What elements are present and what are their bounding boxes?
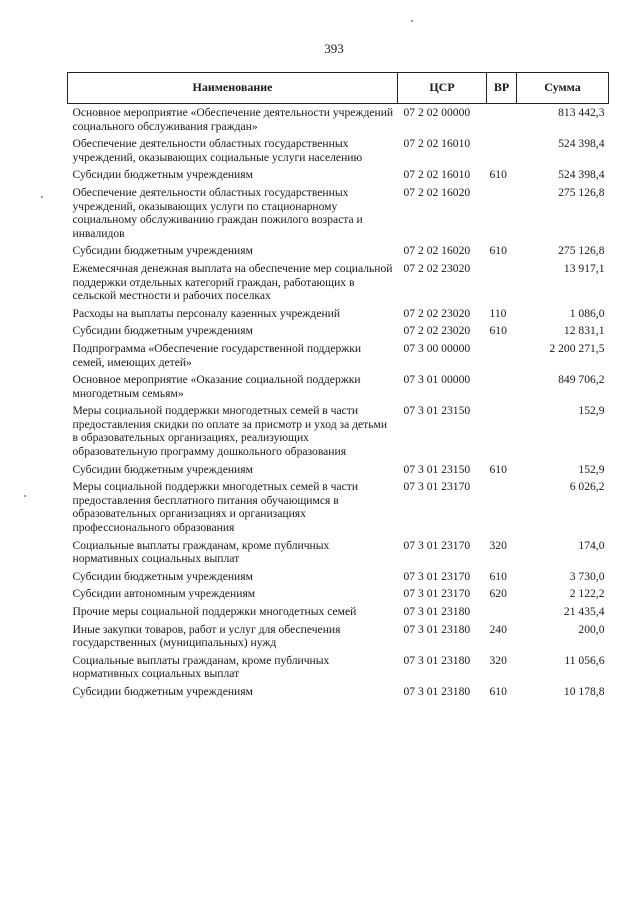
- table-row: [68, 685, 609, 703]
- row-sum: 13 917,1: [563, 261, 605, 275]
- table-row: [68, 587, 609, 605]
- page-number: 393: [324, 41, 344, 56]
- row-vr: 610: [489, 569, 507, 583]
- row-csr: 07 2 02 16010: [403, 168, 471, 182]
- row-vr: [487, 480, 517, 538]
- row-sum: 275 126,8: [558, 244, 605, 258]
- row-csr: 07 3 01 23170: [403, 587, 471, 601]
- row-vr: 620: [489, 587, 507, 601]
- row-sum: 11 056,6: [564, 653, 605, 667]
- row-vr: [487, 262, 517, 307]
- header-vr: ВР: [487, 73, 517, 104]
- table-row: [68, 324, 609, 342]
- row-sum: 2 200 271,5: [549, 341, 605, 355]
- row-sum: 1 086,0: [569, 306, 605, 320]
- table-row: [68, 463, 609, 481]
- table-row: [68, 404, 609, 462]
- row-csr: 07 3 01 23150: [403, 404, 471, 418]
- row-name: Меры социальной поддержки многодетных семей в части предоставления бесплатного питания обучающимся в образовательных организациях и организациях профессионального образования: [72, 480, 359, 535]
- table-row: [68, 307, 609, 325]
- table-row: [68, 342, 609, 373]
- row-name: Иные закупки товаров, работ и услуг для обеспечения государственных (муниципальных) нужд: [72, 622, 341, 650]
- row-vr: [487, 104, 517, 138]
- row-csr: 07 3 01 00000: [403, 373, 471, 387]
- row-csr: 07 2 02 16020: [403, 185, 471, 199]
- row-vr: [487, 137, 517, 168]
- row-name: Субсидии бюджетным учреждениям: [72, 569, 253, 583]
- row-name: Субсидии бюджетным учреждениям: [72, 684, 253, 698]
- row-csr: 07 2 02 16020: [403, 244, 471, 258]
- header-sum: Сумма: [517, 73, 609, 104]
- row-sum: 524 398,4: [558, 168, 605, 182]
- row-vr: 610: [489, 244, 507, 258]
- row-name: Субсидии бюджетным учреждениям: [72, 324, 253, 338]
- row-vr: 320: [489, 653, 507, 667]
- row-name: Прочие меры социальной поддержки многодетных семей: [72, 605, 357, 618]
- budget-table: [67, 72, 609, 703]
- row-vr: 610: [489, 462, 507, 476]
- row-sum: 3 730,0: [569, 569, 605, 583]
- row-vr: 110: [489, 306, 507, 320]
- row-csr: 07 2 02 23020: [403, 261, 471, 275]
- row-name: Подпрограмма «Обеспечение государственной поддержки семей, имеющих детей»: [72, 341, 362, 369]
- row-name: Субсидии бюджетным учреждениям: [72, 168, 253, 182]
- table-row: [68, 605, 609, 623]
- row-csr: 07 3 01 23170: [403, 569, 471, 583]
- row-name: Субсидии бюджетным учреждениям: [72, 244, 253, 258]
- row-sum: 200,0: [578, 622, 605, 636]
- row-name: Основное мероприятие «Обеспечение деятельности учреждений социального обслуживания граждан»: [72, 106, 394, 133]
- row-vr: 610: [489, 684, 507, 698]
- scan-speck: [24, 495, 26, 497]
- table-row: [68, 654, 609, 685]
- row-sum: 12 831,1: [563, 324, 605, 338]
- row-csr: 07 3 01 23180: [403, 653, 471, 667]
- table-row: [68, 373, 609, 404]
- row-sum: 152,9: [578, 404, 605, 418]
- row-name: Ежемесячная денежная выплата на обеспечение мер социальной поддержки отдельных категорий граждан, работающих в сельской местности и рабочих поселках: [72, 261, 393, 303]
- row-name: Социальные выплаты гражданам, кроме публичных нормативных социальных выплат: [72, 653, 330, 681]
- header-csr: ЦСР: [398, 73, 487, 104]
- row-vr: [487, 342, 517, 373]
- table-row: [68, 104, 609, 138]
- row-vr: 240: [489, 622, 507, 636]
- table-row: [68, 244, 609, 262]
- row-sum: 6 026,2: [569, 480, 605, 494]
- row-name: Обеспечение деятельности областных государственных учреждений, оказывающих услуги по стационарному социальному обслуживанию граждан пожилого возраста и инвалидов: [72, 185, 363, 240]
- row-name: Меры социальной поддержки многодетных семей в части предоставления скидки по оплате за присмотр и уход за детьми в образовательных организациях, реализующих образовательную программу дошкольного образования: [72, 404, 388, 459]
- row-name: Обеспечение деятельности областных государственных учреждений, оказывающих социальные услуги населению: [72, 137, 363, 164]
- row-csr: 07 3 01 23180: [403, 622, 471, 636]
- scan-speck: [41, 196, 43, 198]
- table-row: [68, 623, 609, 654]
- table-row: [68, 186, 609, 244]
- row-csr: 07 3 01 23150: [403, 462, 471, 476]
- row-csr: 07 3 01 23180: [403, 684, 471, 698]
- row-sum: 524 398,4: [558, 137, 605, 151]
- row-vr: [487, 605, 517, 623]
- row-name: Расходы на выплаты персоналу казенных учреждений: [72, 306, 341, 320]
- row-vr: 320: [489, 538, 507, 552]
- table-row: [68, 262, 609, 307]
- row-vr: 610: [489, 168, 507, 182]
- row-csr: 07 3 01 23180: [403, 605, 471, 618]
- table-header-row: [68, 73, 609, 104]
- row-csr: 07 2 02 00000: [403, 106, 471, 119]
- row-sum: 21 435,4: [563, 605, 605, 618]
- row-sum: 2 122,2: [569, 587, 605, 601]
- row-sum: 813 442,3: [558, 106, 605, 119]
- row-csr: 07 3 01 23170: [403, 538, 471, 552]
- row-name: Субсидии бюджетным учреждениям: [72, 462, 253, 476]
- row-sum: 275 126,8: [558, 185, 605, 199]
- table-row: [68, 137, 609, 168]
- row-name: Субсидии автономным учреждениям: [72, 587, 256, 601]
- row-vr: [487, 373, 517, 404]
- scan-speck: [411, 20, 413, 22]
- row-name: Основное мероприятие «Оказание социальной поддержки многодетным семьям»: [72, 373, 361, 400]
- table-row: [68, 168, 609, 186]
- table-row: [68, 480, 609, 538]
- row-name: Социальные выплаты гражданам, кроме публичных нормативных социальных выплат: [72, 538, 330, 566]
- row-sum: 152,9: [578, 462, 605, 476]
- row-vr: [487, 404, 517, 462]
- row-sum: 174,0: [578, 538, 605, 552]
- row-sum: 849 706,2: [558, 373, 605, 387]
- row-csr: 07 2 02 16010: [403, 137, 471, 151]
- table-row: [68, 539, 609, 570]
- row-sum: 10 178,8: [563, 684, 605, 698]
- row-csr: 07 2 02 23020: [403, 324, 471, 338]
- table-row: [68, 570, 609, 588]
- row-csr: 07 2 02 23020: [403, 306, 471, 320]
- row-csr: 07 3 00 00000: [403, 341, 471, 355]
- header-name: Наименование: [68, 73, 398, 104]
- row-csr: 07 3 01 23170: [403, 480, 471, 494]
- row-vr: [487, 186, 517, 244]
- row-vr: 610: [489, 324, 507, 338]
